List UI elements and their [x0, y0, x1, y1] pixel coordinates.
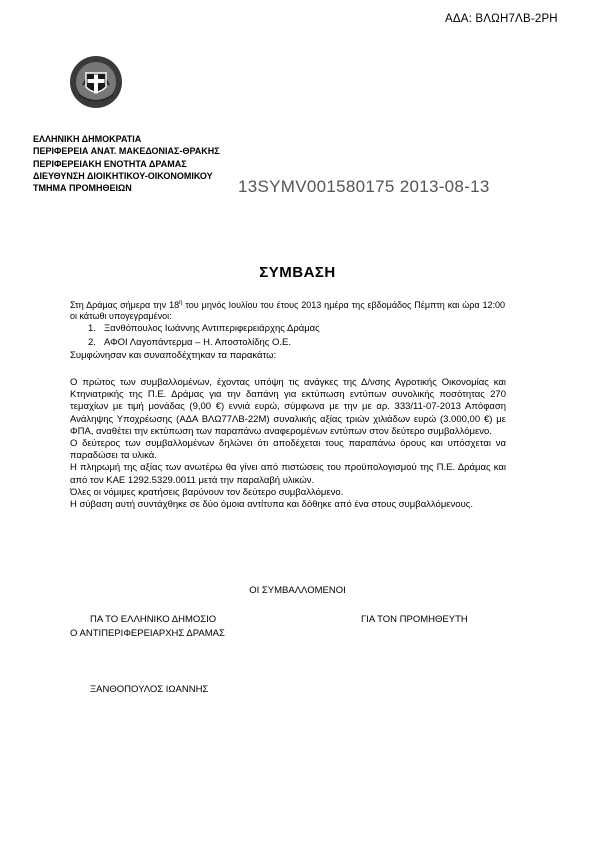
greek-coat-of-arms-icon [69, 55, 123, 109]
header-line-republic: ΕΛΛΗΝΙΚΗ ΔΗΜΟΚΡΑΤΙΑ [33, 134, 142, 144]
ada-code: ΑΔΑ: ΒΛΩΗ7ΛΒ-2ΡΗ [445, 13, 558, 25]
agreed-line: Συμφώνησαν και συναποδέχτηκαν τα παρακάτω: [70, 350, 277, 361]
body-paragraph: Η πληρωμή της αξίας των ανωτέρω θα γίνει από πιστώσεις του προϋπολογισμού της Π.Ε. Δράμας και από τον ΚΑΕ 1292.5329.0011 μετά την παραλαβή υλικών. [70, 462, 506, 486]
header-line-directorate: ΔΙΕΥΘΥΝΣΗ ΔΙΟΙΚΗΤΙΚΟΥ-ΟΙΚΟΝΟΜΙΚΟΥ [33, 170, 213, 181]
header-line-region: ΠΕΡΙΦΕΡΕΙΑ ΑΝΑΤ. ΜΑΚΕΔΟΝΙΑΣ-ΘΡΑΚΗΣ [33, 146, 220, 157]
contract-body [70, 377, 506, 511]
left-signature-line1: ΠΑ ΤΟ ΕΛΛΗΝΙΚΟ ΔΗΜΟΣΙΟ [90, 614, 217, 625]
right-signature: ΓΙΑ ΤΟΝ ΠΡΟΜΗΘΕΥΤΗ [361, 614, 468, 625]
signatories-list [88, 322, 320, 349]
list-text: Ξανθόπουλος Ιωάννης Αντιπεριφερειάρχης Δράμας [104, 323, 320, 334]
intro-post: του μηνός Ιουλίου του έτους 2013 ημέρα της εβδομάδος Πέμπτη και ώρα 12:00 οι κάτωθι υπογεγραμένοι: [70, 300, 505, 322]
list-number: 2. [88, 336, 96, 348]
parties-title: ΟΙ ΣΥΜΒΑΛΛΟΜΕΝΟΙ [249, 585, 346, 596]
body-paragraph: Ο δεύτερος των συμβαλλομένων δηλώνει ότι αποδέχεται τους παραπάνω όρους και υπόσχεται να παραδώσει τα υλικά. [70, 438, 506, 462]
registry-stamp: 13SYMV001580175 2013-08-13 [238, 177, 490, 196]
list-item [88, 322, 320, 336]
intro-pre: Στη Δράμας σήμερα την 18 [70, 300, 180, 310]
body-paragraph: Ο πρώτος των συμβαλλομένων, έχοντας υπόψη τις ανάγκες της Δ/νσης Αγροτικής Οικονομίας και Κτηνιατρικής της Π.Ε. Δράμας για την δαπάνη για εκτύπωση εντύπων συνολικής ποσότητας 270 τεμαχίων με τιμή μονάδας (9,00 €) εννιά ευρώ, σύμφωνα με την με αρ. 333/11-07-2013 Απόφαση Ανάληψης Υποχρέωσης (ΑΔΑ ΒΛΩ77ΛΒ-22Μ) συναλικής αξίας τριών χιλιάδων ευρώ (3.000,00 €) με ΦΠΑ, αναθέτει την εκτύπωση των παραπάνω αναφερομένων εντύπων στον δεύτερο συμβαλλόμενο. [70, 377, 506, 437]
body-paragraph: Η σύβαση αυτή συντάχθηκε σε δύο όμοια αντίτυπα και δόθηκε από ένα στους συμβαλλόμενους. [70, 499, 473, 511]
intro-superscript: η [179, 300, 183, 306]
list-item [88, 336, 320, 350]
signer-name: ΞΑΝΘΟΠΟΥΛΟΣ ΙΩΑΝΝΗΣ [90, 684, 209, 695]
header-line-department: ΤΜΗΜΑ ΠΡΟΜΗΘΕΙΩΝ [33, 183, 132, 194]
left-signature-line2: Ο ΑΝΤΙΠΕΡΙΦΕΡΕΙΑΡΧΗΣ ΔΡΑΜΑΣ [70, 628, 225, 639]
list-text: ΑΦΟΙ Λαγοπάντερμα – Η. Αποστολίδης Ο.Ε. [104, 336, 291, 348]
body-paragraph: Όλες οι νόμιμες κρατήσεις βαρύνουν τον δεύτερο συμβαλλόμενο. [70, 486, 344, 498]
document-title: ΣΥΜΒΑΣΗ [259, 264, 336, 281]
issuer-header [33, 133, 220, 194]
intro-paragraph [70, 298, 505, 322]
header-line-regional-unit: ΠΕΡΙΦΕΡΕΙΑΚΗ ΕΝΟΤΗΤΑ ΔΡΑΜΑΣ [33, 158, 187, 169]
list-number: 1. [88, 323, 96, 334]
